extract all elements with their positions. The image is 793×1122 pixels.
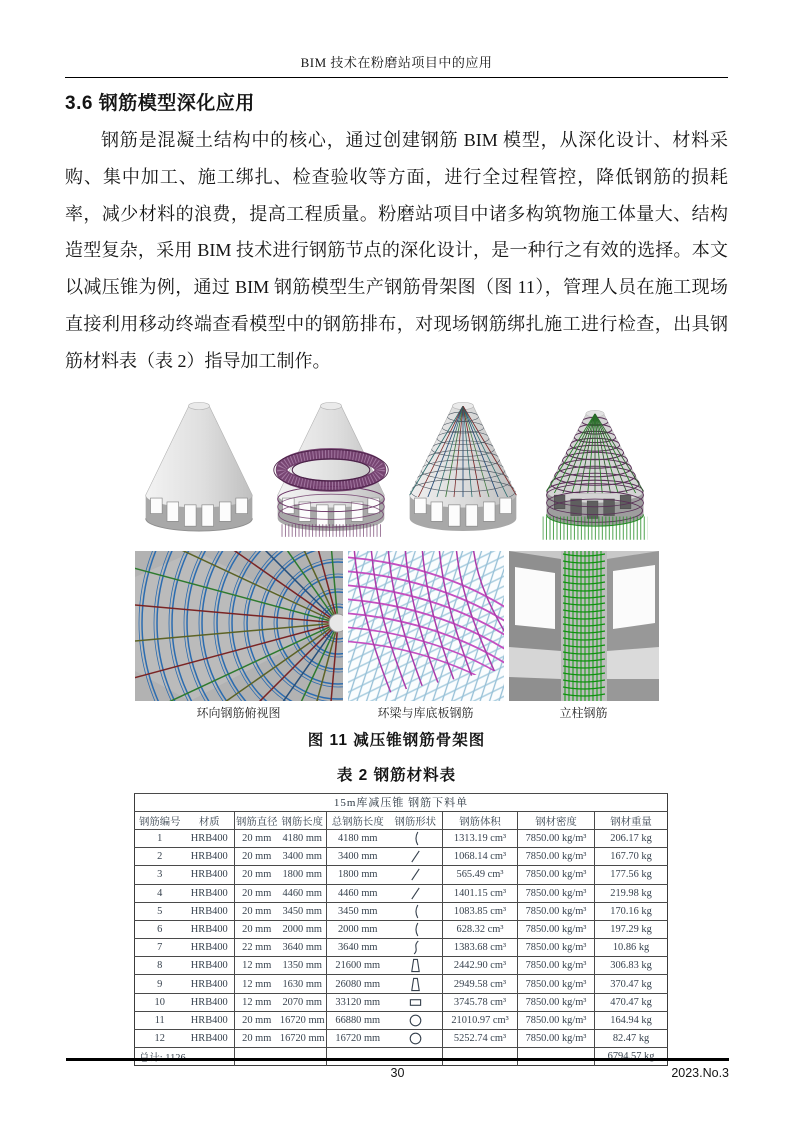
radial-rebar-plan-image [135, 551, 343, 701]
rebar-shape-icon [409, 867, 422, 882]
column-rebar-image [509, 551, 659, 701]
rebar-shape-icon [409, 977, 422, 992]
cone-surface-rebar-image [399, 389, 527, 547]
footer-divider [66, 1058, 729, 1061]
table-caption: 表 2 钢筋材料表 [336, 766, 457, 784]
table-row: 7 HRB400 22 mm 3640 mm 3640 mm 1383.68 cm³ 7850.00 kg/m³ 10.86 kg [135, 939, 668, 957]
body-paragraph: 钢筋是混凝土结构中的核心，通过创建钢筋 BIM 模型，从深化设计、材料采购、集中加工、施工绑扎、检查验收等方面，进行全过程管控，降低钢筋的损耗率，减少材料的浪费，提高工程质量。粉磨站项目中诸多构筑物施工体量大、结构造型复杂，采用 BIM 技术进行钢筋节点的深化设计，是一种行之有效的选择。本文以减压锥为例，通过 BIM 钢筋模型生产钢筋骨架图（图 11），管理人员在施工现场直接利用移动终端查看模型中的钢筋排布，对现场钢筋绑扎施工进行检查，出具钢筋材料表（表 2）指导加工制作。 [65, 130, 728, 371]
figure-11 [65, 389, 728, 750]
figure-label-ring-beam: 环梁与库底板钢筋 [377, 705, 474, 720]
running-header [65, 0, 728, 78]
col-header-weight: 钢材重量 [595, 811, 668, 829]
rebar-shape-icon [409, 1031, 422, 1046]
rebar-shape-icon [409, 1013, 422, 1028]
rebar-shape-icon [409, 831, 422, 846]
rebar-shape-icon [409, 958, 422, 973]
table-row: 12 HRB400 20 mm 16720 mm 16720 mm 5252.74 cm³ 7850.00 kg/m³ 82.47 kg [135, 1030, 668, 1048]
ring-beam-slab-rebar-image [348, 551, 504, 701]
rebar-shape-icon [409, 849, 422, 864]
col-header-shape: 钢筋形状 [389, 811, 443, 829]
rebar-shape-icon [409, 922, 422, 937]
cone-full-rebar-image [531, 389, 659, 547]
col-header-volume: 钢筋体积 [443, 811, 518, 829]
col-header-material: 材质 [185, 811, 235, 829]
table-row: 6 HRB400 20 mm 2000 mm 2000 mm 628.32 cm³ 7850.00 kg/m³ 197.29 kg [135, 920, 668, 938]
figure-label-column: 立柱钢筋 [559, 705, 608, 720]
table-row: 11 HRB400 20 mm 16720 mm 66880 mm 21010.97 cm³ 7850.00 kg/m³ 164.94 kg [135, 1011, 668, 1029]
col-header-length: 钢筋长度 [279, 811, 327, 829]
section-heading: 3.6 钢筋模型深化应用 [65, 93, 255, 114]
rebar-shape-icon [409, 904, 422, 919]
total-weight: 6794.57 kg [595, 1048, 668, 1066]
page-footer [66, 1066, 729, 1080]
page-number: 30 [390, 1066, 405, 1080]
col-header-total-length: 总钢筋长度 [327, 811, 389, 829]
table-title-row [135, 793, 668, 811]
rebar-shape-icon [409, 940, 422, 955]
table-row: 9 HRB400 12 mm 1630 mm 26080 mm 2949.58 cm³ 7850.00 kg/m³ 370.47 kg [135, 975, 668, 993]
rebar-shape-icon [409, 995, 422, 1010]
table-row: 3 HRB400 20 mm 1800 mm 1800 mm 565.49 cm³ 7850.00 kg/m³ 177.56 kg [135, 866, 668, 884]
col-header-density: 钢材密度 [518, 811, 595, 829]
table-title: 15m库减压锥 钢筋下料单 [135, 793, 668, 811]
rebar-shape-icon [409, 886, 422, 901]
col-header-rebar-no: 钢筋编号 [135, 811, 185, 829]
col-header-diameter: 钢筋直径 [235, 811, 279, 829]
figure-label-plan-view: 环向钢筋俯视图 [196, 705, 281, 720]
issue-label: 2023.No.3 [671, 1066, 729, 1080]
plain-cone-image [135, 389, 263, 547]
running-header-title: BIM 技术在粉磨站项目中的应用 [300, 55, 493, 70]
table-row: 5 HRB400 20 mm 3450 mm 3450 mm 1083.85 cm³ 7850.00 kg/m³ 170.16 kg [135, 902, 668, 920]
cone-ring-rebar-image [267, 389, 395, 547]
total-label: 总计: 1126 [135, 1048, 235, 1066]
figure-row-cones [65, 389, 728, 547]
table-row: 8 HRB400 12 mm 1350 mm 21600 mm 2442.90 cm³ 7850.00 kg/m³ 306.83 kg [135, 957, 668, 975]
table-row: 2 HRB400 20 mm 3400 mm 3400 mm 1068.14 cm³ 7850.00 kg/m³ 167.70 kg [135, 848, 668, 866]
table-row: 1 HRB400 20 mm 4180 mm 4180 mm 1313.19 cm³ 7850.00 kg/m³ 206.17 kg [135, 829, 668, 847]
figure-row-details [65, 551, 728, 701]
table-row: 10 HRB400 12 mm 2070 mm 33120 mm 3745.78 cm³ 7850.00 kg/m³ 470.47 kg [135, 993, 668, 1011]
figure-caption: 图 11 减压锥钢筋骨架图 [307, 731, 486, 749]
rebar-material-table [134, 793, 668, 1067]
table-total-row [135, 1048, 668, 1066]
figure-labels [65, 704, 728, 721]
table-row: 4 HRB400 20 mm 4460 mm 4460 mm 1401.15 cm³ 7850.00 kg/m³ 219.98 kg [135, 884, 668, 902]
table-header-row [135, 811, 668, 829]
